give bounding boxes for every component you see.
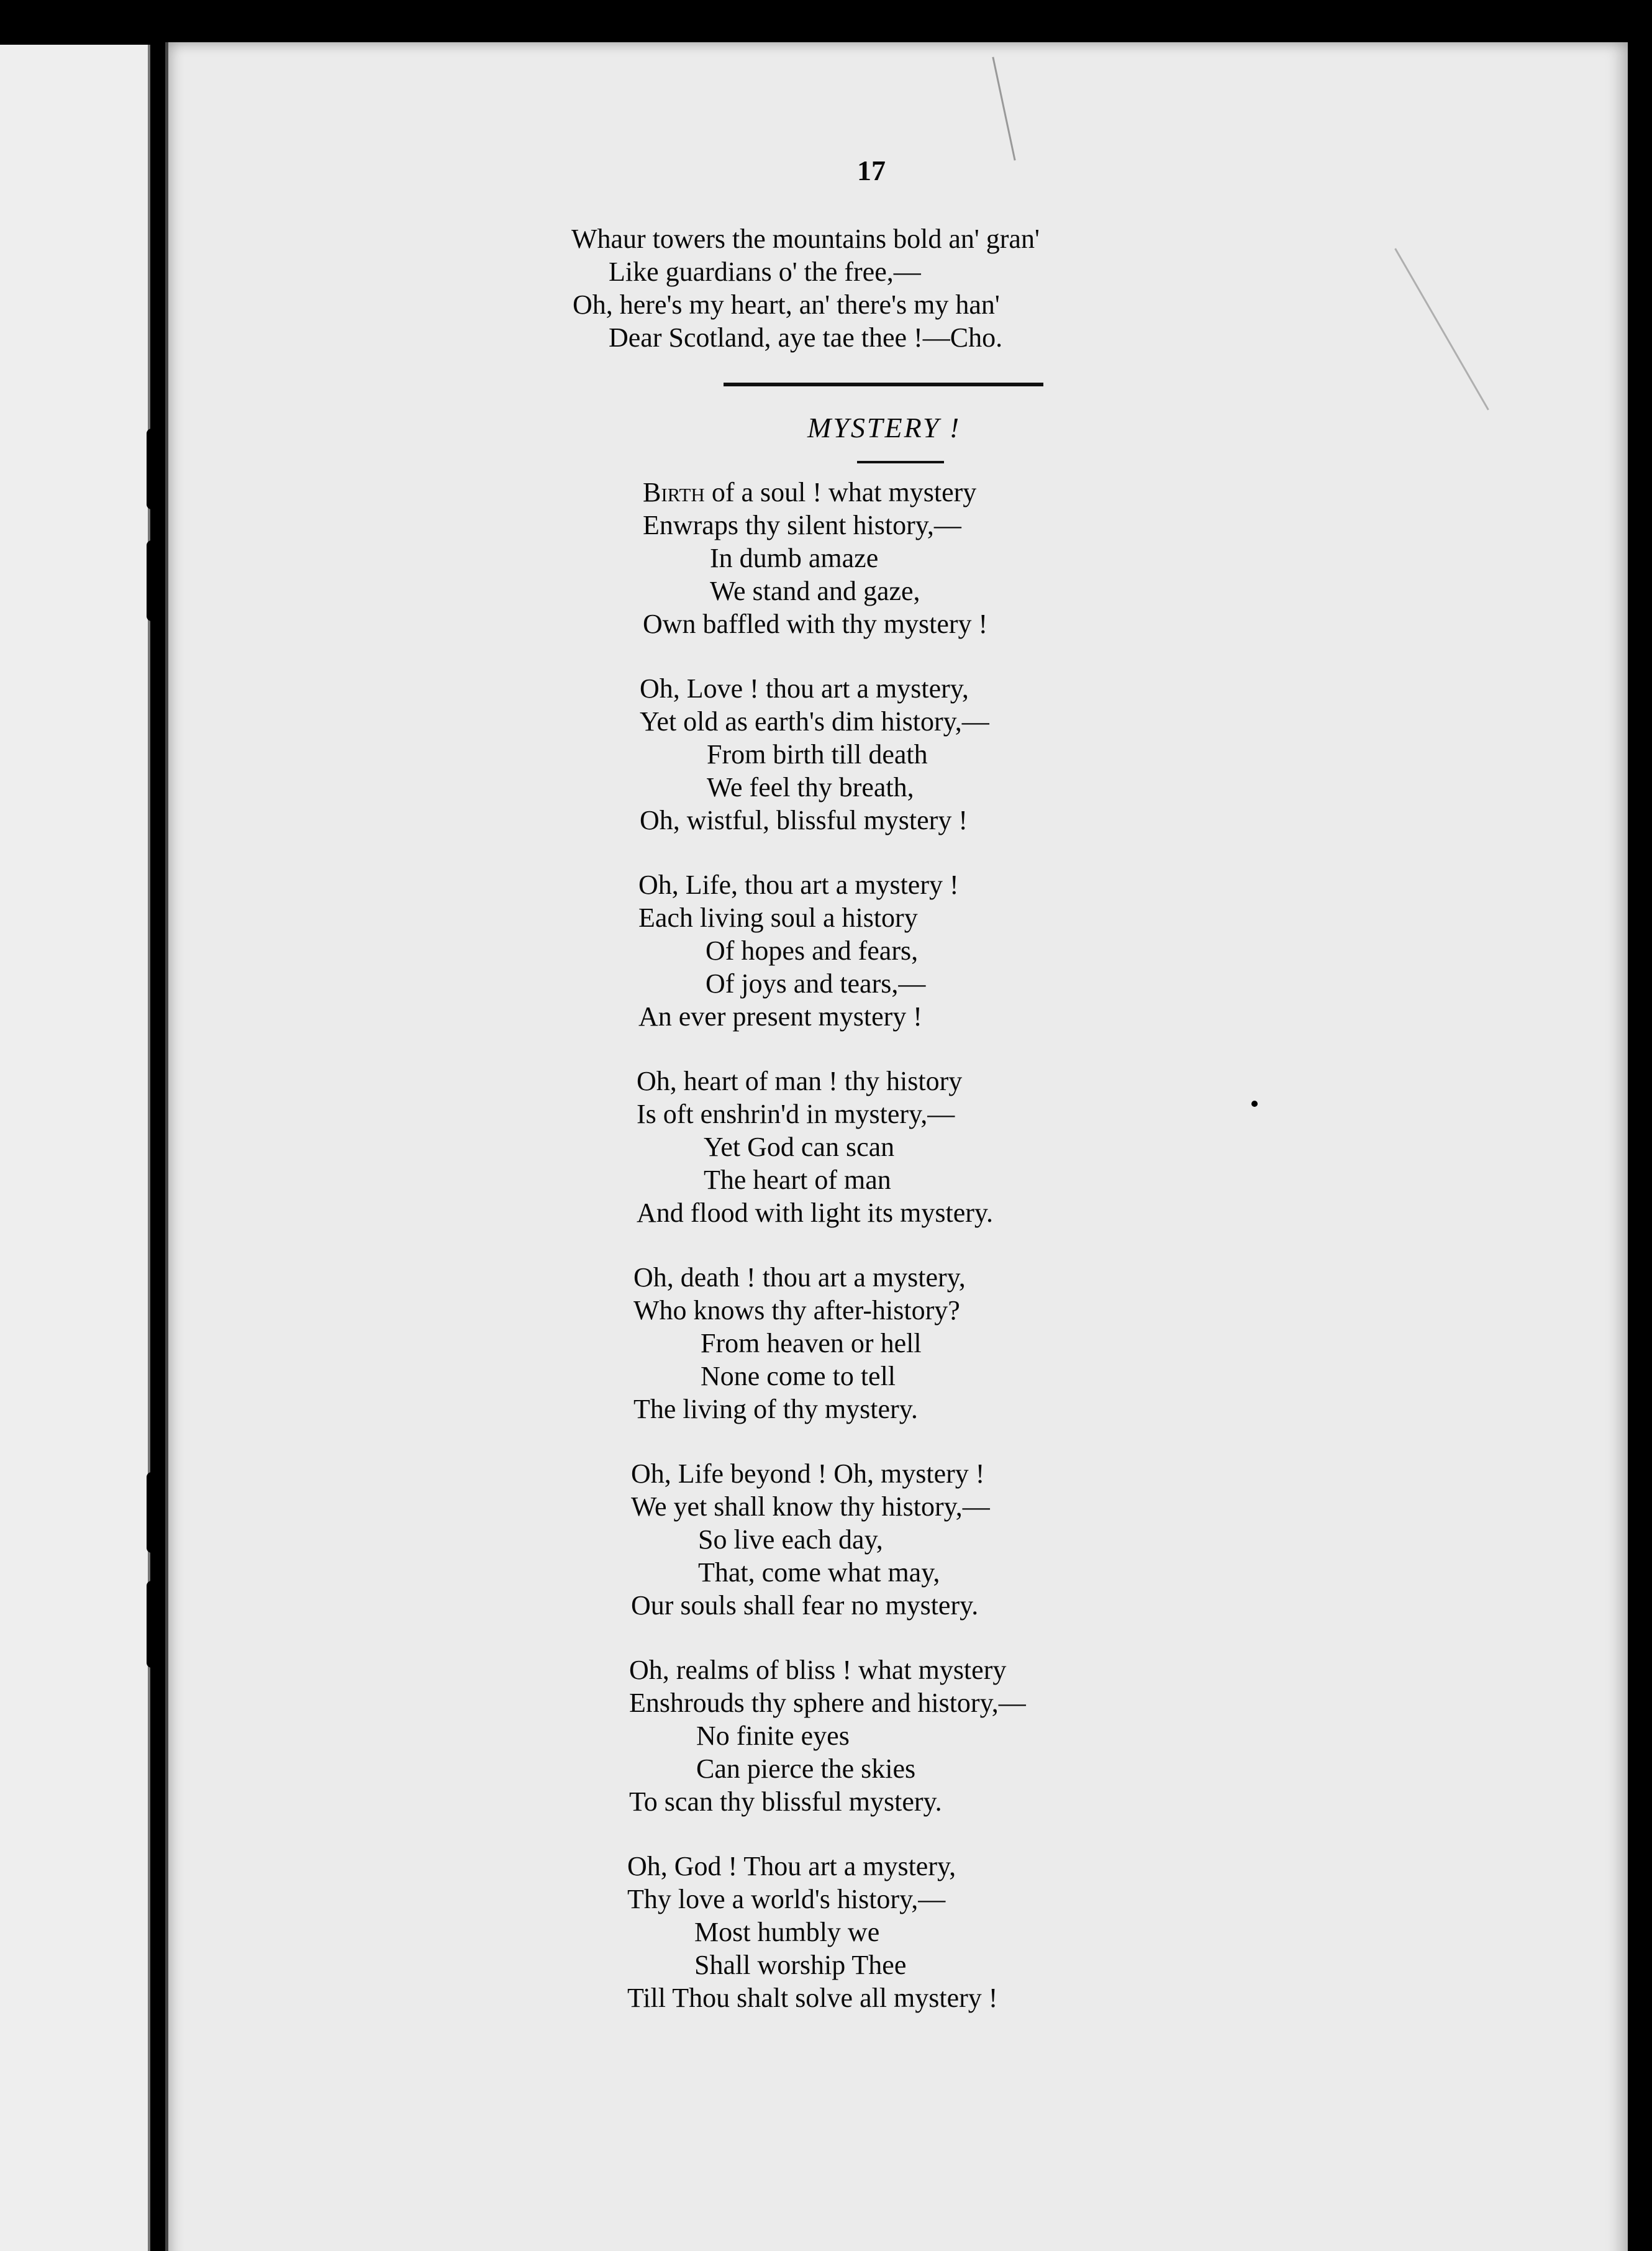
first-word: Birth xyxy=(643,477,705,507)
verse-line: We feel thy breath, xyxy=(707,772,914,803)
stanza-7 xyxy=(629,1653,1026,1818)
binding-stitch xyxy=(147,1472,157,1553)
stanza-4 xyxy=(637,1065,993,1229)
verse-line: None come to tell xyxy=(701,1361,896,1391)
page-number: 17 xyxy=(857,155,886,186)
verse-line: The heart of man xyxy=(704,1165,891,1195)
binding-stitch xyxy=(147,540,157,621)
verse-line: Birth of a soul ! what mystery xyxy=(643,477,977,507)
binding-stitch xyxy=(147,1581,157,1668)
verse-line: Enwraps thy silent history,— xyxy=(643,510,961,540)
verse-line: Oh, here's my heart, an' there's my han' xyxy=(573,289,1000,320)
verse-line: Dear Scotland, aye tae thee !—Cho. xyxy=(609,322,1003,353)
verse-line: Most humbly we xyxy=(694,1917,880,1947)
verse-line: Enshrouds thy sphere and history,— xyxy=(629,1688,1026,1718)
verse-line: We yet shall know thy history,— xyxy=(631,1491,990,1522)
verse-line: Oh, death ! thou art a mystery, xyxy=(633,1262,966,1293)
verse-line: From heaven or hell xyxy=(701,1328,922,1358)
verse-line: Own baffled with thy mystery ! xyxy=(643,609,988,639)
verse-line: Oh, wistful, blissful mystery ! xyxy=(640,805,968,835)
verse-line: Oh, God ! Thou art a mystery, xyxy=(627,1851,956,1881)
verse-line: Oh, Life, thou art a mystery ! xyxy=(638,870,959,900)
verse-line: From birth till death xyxy=(707,739,928,770)
verse-line: Can pierce the skies xyxy=(696,1753,916,1784)
stanza-2 xyxy=(640,672,989,837)
verse-line: Thy love a world's history,— xyxy=(627,1884,946,1914)
verse-line: Shall worship Thee xyxy=(694,1950,907,1980)
verse-line: The living of thy mystery. xyxy=(633,1394,918,1424)
verse-line: Of hopes and fears, xyxy=(706,935,919,966)
ink-speck xyxy=(1251,1101,1258,1107)
verse-line: To scan thy blissful mystery. xyxy=(629,1786,942,1817)
verse-line: That, come what may, xyxy=(698,1557,940,1588)
verse-line: Oh, realms of bliss ! what mystery xyxy=(629,1655,1007,1685)
verse-line: Who knows thy after-history? xyxy=(633,1295,960,1326)
verse-line: No finite eyes xyxy=(696,1721,850,1751)
stanza-6 xyxy=(631,1457,990,1622)
verse-line: An ever present mystery ! xyxy=(638,1001,922,1032)
facing-page-edge xyxy=(0,45,150,2251)
verse-line: And flood with light its mystery. xyxy=(637,1198,994,1228)
stanza-8 xyxy=(627,1850,997,2014)
verse-line: Each living soul a history xyxy=(638,903,918,933)
verse-line: Oh, Love ! thou art a mystery, xyxy=(640,673,969,704)
title-underline xyxy=(857,461,944,463)
stanza-5 xyxy=(633,1261,966,1426)
verse-line: So live each day, xyxy=(698,1524,883,1555)
verse-line: Is oft enshrin'd in mystery,— xyxy=(637,1099,955,1129)
verse-line: Our souls shall fear no mystery. xyxy=(631,1590,979,1621)
verse-line: In dumb amaze xyxy=(710,543,879,573)
verse-line: Till Thou shalt solve all mystery ! xyxy=(627,1983,998,2013)
stanza-3 xyxy=(638,868,959,1033)
verse-line: Yet old as earth's dim history,— xyxy=(640,706,989,737)
chorus-ending xyxy=(571,222,1040,354)
verse-line: Of joys and tears,— xyxy=(706,968,926,999)
poem-title: MYSTERY ! xyxy=(807,412,961,443)
verse-line: Yet God can scan xyxy=(704,1132,895,1162)
section-divider xyxy=(724,383,1043,386)
verse-line: Like guardians o' the free,— xyxy=(609,257,921,287)
verse-line: Oh, Life beyond ! Oh, mystery ! xyxy=(631,1458,985,1489)
binding-stitch xyxy=(147,429,157,509)
verse-line: We stand and gaze, xyxy=(710,576,920,606)
stanza-1 xyxy=(643,476,987,640)
verse-line: Whaur towers the mountains bold an' gran' xyxy=(571,224,1040,254)
verse-line: Oh, heart of man ! thy history xyxy=(637,1066,963,1096)
